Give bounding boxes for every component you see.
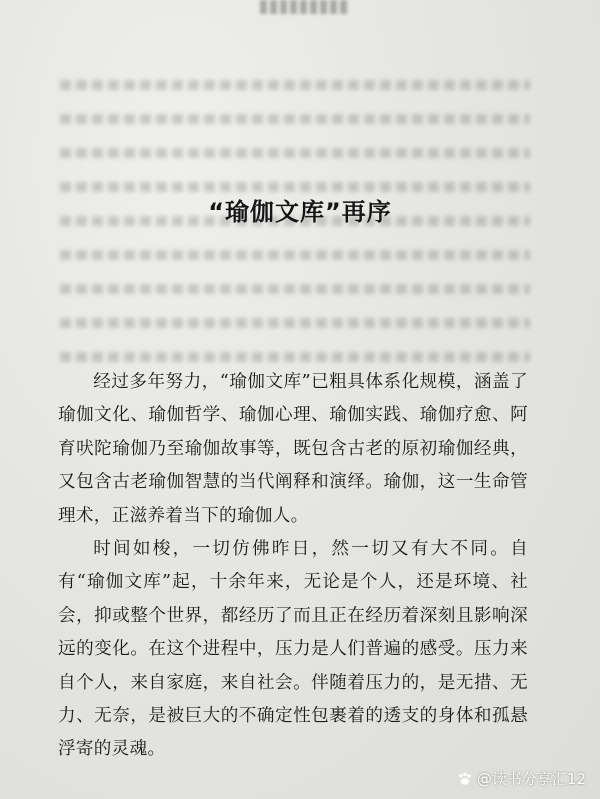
- bleed-through-text: [60, 80, 530, 380]
- watermark-text: @读书分享汇12: [476, 770, 586, 788]
- paragraph-2: 时间如梭，一切仿佛昨日，然一切又有大不同。自有“瑜伽文库”起，十余年来，无论是个人，还是环境、社会，抑或整个世界，都经历了而且正在经历着深刻且影响深远的变化。在这个进程中，压力是人们普遍的感受。压力来自个人，来自家庭，来自社会。伴随着压力的，是无措、无力、无奈，是被巨大的不确定性包裹着的透支的身体和孤悬浮寄的灵魂。: [58, 539, 528, 760]
- page-title: “瑜伽文库”再序: [208, 198, 392, 226]
- body-text: [58, 366, 528, 767]
- watermark: [457, 768, 586, 789]
- paragraph-1: 经过多年努力，“瑜伽文库”已粗具体系化规模，涵盖了瑜伽文化、瑜伽哲学、瑜伽心理、瑜伽实践、瑜伽疗愈、阿育吠陀瑜伽乃至瑜伽故事等，既包含古老的原初瑜伽经典，又包含古老瑜伽智慧的当代阐释和演绎。瑜伽，这一生命管理术，正滋养着当下的瑜伽人。: [58, 372, 528, 526]
- paw-icon: [457, 771, 473, 787]
- faint-running-head: [260, 0, 350, 14]
